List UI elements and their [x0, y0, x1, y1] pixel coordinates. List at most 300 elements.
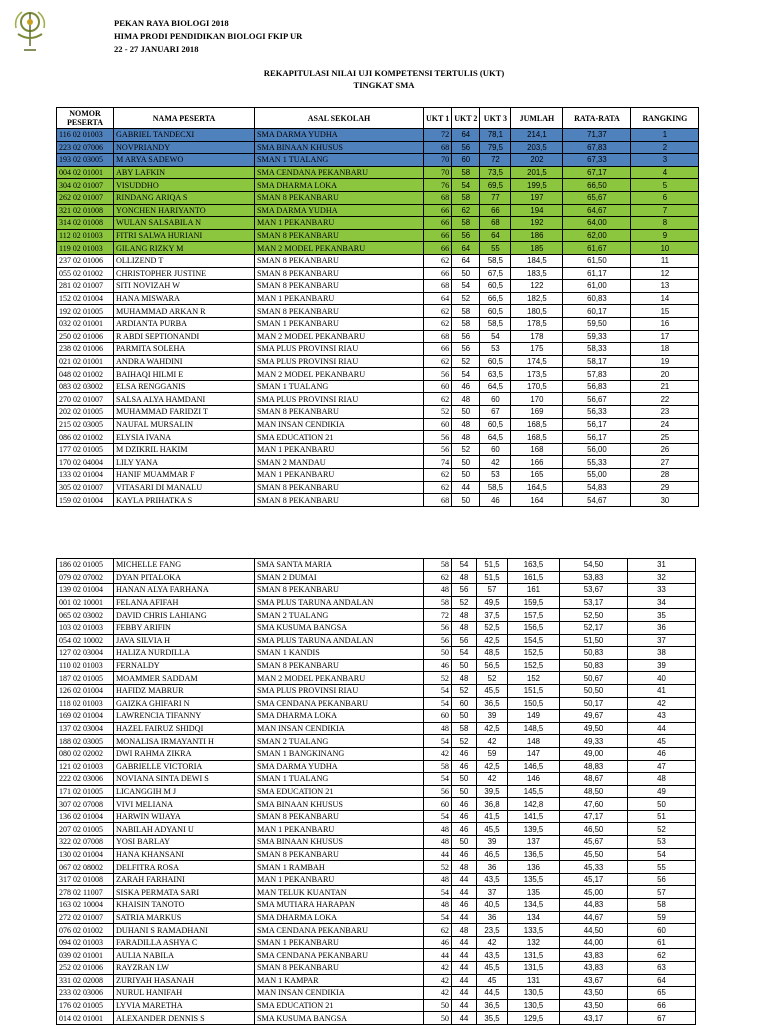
cell-ukt2: 44	[452, 936, 477, 949]
cell-ukt1: 54	[424, 911, 452, 924]
cell-asal-sekolah: SMAN 8 PEKANBARU	[255, 584, 424, 597]
cell-jumlah: 161	[508, 584, 560, 597]
cell-ukt2: 44	[452, 987, 477, 1000]
cell-rata-rata: 50,83	[560, 647, 628, 660]
cell-ukt1: 44	[424, 949, 452, 962]
header-line-1: PEKAN RAYA BIOLOGI 2018	[114, 18, 229, 28]
cell-rata-rata: 44,83	[560, 899, 628, 912]
cell-rata-rata: 58,33	[563, 343, 631, 356]
table-row	[57, 129, 699, 142]
table-row	[57, 368, 699, 381]
cell-nama-peserta: BAIHAQI HILMI E	[114, 368, 255, 381]
cell-rangking: 10	[631, 242, 699, 255]
cell-ukt3: 49,5	[477, 596, 508, 609]
cell-ukt3: 37,5	[477, 609, 508, 622]
table-row	[57, 936, 696, 949]
cell-jumlah: 146	[508, 773, 560, 786]
cell-jumlah: 147	[508, 747, 560, 760]
event-logo-icon	[10, 6, 50, 56]
cell-ukt1: 70	[424, 166, 452, 179]
cell-rangking: 18	[631, 343, 699, 356]
cell-ukt2: 60	[452, 154, 480, 167]
cell-nomor-peserta: 112 02 01003	[57, 229, 114, 242]
cell-asal-sekolah: SMA PLUS PROVINSI RIAU	[255, 343, 424, 356]
cell-ukt2: 44	[452, 962, 477, 975]
cell-ukt1: 68	[424, 330, 452, 343]
cell-ukt3: 69,5	[480, 179, 511, 192]
cell-ukt3: 36	[477, 911, 508, 924]
cell-nomor-peserta: 278 02 11007	[57, 886, 114, 899]
cell-jumlah: 197	[511, 191, 563, 204]
cell-rangking: 58	[628, 899, 696, 912]
cell-ukt3: 68	[480, 217, 511, 230]
cell-nomor-peserta: 014 02 01001	[57, 1012, 114, 1025]
cell-ukt3: 60,5	[480, 280, 511, 293]
cell-nama-peserta: NOVIANA SINTA DEWI S	[114, 773, 255, 786]
cell-ukt1: 62	[424, 393, 452, 406]
cell-nomor-peserta: 233 02 03006	[57, 987, 114, 1000]
cell-ukt3: 48,5	[477, 647, 508, 660]
cell-asal-sekolah: SMAN 8 PEKANBARU	[255, 267, 424, 280]
cell-ukt3: 60	[480, 393, 511, 406]
cell-nomor-peserta: 076 02 01002	[57, 924, 114, 937]
cell-rangking: 33	[628, 584, 696, 597]
cell-ukt1: 56	[424, 368, 452, 381]
cell-rata-rata: 43,17	[560, 1012, 628, 1025]
cell-ukt2: 52	[452, 443, 480, 456]
cell-ukt3: 36,8	[477, 798, 508, 811]
cell-rata-rata: 45,33	[560, 861, 628, 874]
cell-nama-peserta: HAFIDZ MABRUR	[114, 684, 255, 697]
cell-asal-sekolah: MAN 1 PEKANBARU	[255, 823, 424, 836]
cell-ukt2: 64	[452, 254, 480, 267]
cell-nama-peserta: VIVI MELIANA	[114, 798, 255, 811]
cell-asal-sekolah: SMAN 1 TUALANG	[255, 773, 424, 786]
cell-rangking: 15	[631, 305, 699, 318]
cell-ukt1: 68	[424, 141, 452, 154]
cell-nama-peserta: FITRI SALWA HURIANI	[114, 229, 255, 242]
table-row	[57, 962, 696, 975]
table-row	[57, 431, 699, 444]
cell-nomor-peserta: 094 02 01003	[57, 936, 114, 949]
cell-rangking: 17	[631, 330, 699, 343]
col-nomor-peserta: NOMOR PESERTA	[57, 108, 114, 129]
cell-ukt3: 73,5	[480, 166, 511, 179]
cell-rata-rata: 48,67	[560, 773, 628, 786]
cell-jumlah: 142,8	[508, 798, 560, 811]
cell-asal-sekolah: SMA CENDANA PEKANBARU	[255, 697, 424, 710]
cell-rangking: 22	[631, 393, 699, 406]
table-row	[57, 456, 699, 469]
cell-rangking: 26	[631, 443, 699, 456]
cell-asal-sekolah: SMAN 1 PEKANBARU	[255, 936, 424, 949]
cell-ukt1: 62	[424, 305, 452, 318]
cell-asal-sekolah: SMA PLUS TARUNA ANDALAN	[255, 634, 424, 647]
cell-ukt3: 39	[477, 710, 508, 723]
cell-nomor-peserta: 272 02 01007	[57, 911, 114, 924]
cell-nomor-peserta: 322 02 07008	[57, 836, 114, 849]
cell-jumlah: 130,5	[508, 999, 560, 1012]
cell-jumlah: 170,5	[511, 380, 563, 393]
cell-ukt3: 42,5	[477, 722, 508, 735]
cell-nomor-peserta: 331 02 02008	[57, 974, 114, 987]
cell-jumlah: 148	[508, 735, 560, 748]
cell-ukt3: 53	[480, 469, 511, 482]
cell-asal-sekolah: MAN TELUK KUANTAN	[255, 886, 424, 899]
cell-asal-sekolah: MAN 1 PEKANBARU	[255, 873, 424, 886]
cell-ukt1: 48	[424, 584, 452, 597]
cell-jumlah: 164	[511, 494, 563, 507]
cell-ukt2: 58	[452, 722, 477, 735]
cell-ukt2: 58	[452, 317, 480, 330]
table-row	[57, 974, 696, 987]
cell-rata-rata: 64,67	[563, 204, 631, 217]
cell-nama-peserta: HAZEL FAIRUZ SHIDQI	[114, 722, 255, 735]
cell-jumlah: 178,5	[511, 317, 563, 330]
cell-nomor-peserta: 055 02 01002	[57, 267, 114, 280]
cell-jumlah: 156,5	[508, 621, 560, 634]
cell-nomor-peserta: 139 02 01004	[57, 584, 114, 597]
cell-ukt3: 58,5	[480, 481, 511, 494]
cell-jumlah: 135,5	[508, 873, 560, 886]
cell-ukt3: 43,5	[477, 873, 508, 886]
table-row	[57, 987, 696, 1000]
cell-nomor-peserta: 317 02 01008	[57, 873, 114, 886]
cell-ukt3: 36,5	[477, 697, 508, 710]
cell-rata-rata: 44,50	[560, 924, 628, 937]
cell-rata-rata: 65,67	[563, 191, 631, 204]
cell-ukt3: 59	[477, 747, 508, 760]
table-row	[57, 443, 699, 456]
cell-ukt2: 50	[452, 773, 477, 786]
cell-ukt3: 58,5	[480, 254, 511, 267]
cell-ukt2: 52	[452, 596, 477, 609]
cell-nomor-peserta: 202 02 01005	[57, 406, 114, 419]
cell-rata-rata: 49,50	[560, 722, 628, 735]
cell-ukt2: 44	[452, 481, 480, 494]
cell-nomor-peserta: 080 02 02002	[57, 747, 114, 760]
cell-rangking: 51	[628, 810, 696, 823]
cell-ukt2: 56	[452, 634, 477, 647]
cell-rangking: 19	[631, 355, 699, 368]
cell-ukt1: 50	[424, 1012, 452, 1025]
cell-asal-sekolah: SMAN 8 PEKANBARU	[255, 191, 424, 204]
cell-asal-sekolah: SMA DARMA YUDHA	[255, 760, 424, 773]
cell-rangking: 31	[628, 559, 696, 572]
cell-nama-peserta: HANA MISWARA	[114, 292, 255, 305]
cell-ukt3: 45,5	[477, 684, 508, 697]
cell-rata-rata: 54,83	[563, 481, 631, 494]
table-row	[57, 469, 699, 482]
table-row	[57, 280, 699, 293]
cell-nama-peserta: DUHANI S RAMADHANI	[114, 924, 255, 937]
cell-rangking: 12	[631, 267, 699, 280]
cell-rata-rata: 44,67	[560, 911, 628, 924]
table-row	[57, 355, 699, 368]
table-row	[57, 166, 699, 179]
cell-ukt3: 55	[480, 242, 511, 255]
table-row	[57, 217, 699, 230]
cell-nama-peserta: JAVA SILVIA H	[114, 634, 255, 647]
cell-asal-sekolah: MAN 1 PEKANBARU	[255, 443, 424, 456]
cell-rata-rata: 60,17	[563, 305, 631, 318]
cell-rangking: 55	[628, 861, 696, 874]
cell-jumlah: 137	[508, 836, 560, 849]
table-row	[57, 393, 699, 406]
cell-rangking: 1	[631, 129, 699, 142]
cell-ukt1: 54	[424, 773, 452, 786]
cell-asal-sekolah: SMAN 8 PEKANBARU	[255, 481, 424, 494]
cell-ukt3: 66	[480, 204, 511, 217]
table-row	[57, 406, 699, 419]
cell-ukt3: 77	[480, 191, 511, 204]
cell-ukt1: 72	[424, 609, 452, 622]
cell-nama-peserta: YONCHEN HARIYANTO	[114, 204, 255, 217]
cell-asal-sekolah: SMAN 2 DUMAI	[255, 571, 424, 584]
cell-ukt2: 46	[452, 747, 477, 760]
cell-rata-rata: 43,67	[560, 974, 628, 987]
cell-ukt3: 60	[480, 443, 511, 456]
cell-ukt2: 50	[452, 710, 477, 723]
cell-ukt3: 46,5	[477, 848, 508, 861]
cell-nama-peserta: DWI RAHMA ZIKRA	[114, 747, 255, 760]
cell-ukt3: 66,5	[480, 292, 511, 305]
cell-ukt2: 54	[452, 179, 480, 192]
cell-rata-rata: 52,17	[560, 621, 628, 634]
cell-jumlah: 168,5	[511, 431, 563, 444]
table-row	[57, 798, 696, 811]
cell-rata-rata: 61,67	[563, 242, 631, 255]
cell-ukt1: 56	[424, 443, 452, 456]
cell-rangking: 53	[628, 836, 696, 849]
cell-rangking: 60	[628, 924, 696, 937]
cell-ukt3: 52,5	[477, 621, 508, 634]
cell-jumlah: 136	[508, 861, 560, 874]
cell-rangking: 36	[628, 621, 696, 634]
cell-nama-peserta: ARDIANTA PURBA	[114, 317, 255, 330]
cell-nomor-peserta: 314 02 01008	[57, 217, 114, 230]
cell-ukt2: 44	[452, 873, 477, 886]
cell-rata-rata: 60,83	[563, 292, 631, 305]
cell-rangking: 23	[631, 406, 699, 419]
cell-asal-sekolah: MAN 2 MODEL PEKANBARU	[255, 368, 424, 381]
document-subtitle: TINGKAT SMA	[353, 80, 415, 90]
cell-jumlah: 182,5	[511, 292, 563, 305]
table-row	[57, 343, 699, 356]
cell-rangking: 50	[628, 798, 696, 811]
cell-jumlah: 165	[511, 469, 563, 482]
cell-nama-peserta: SITI NOVIZAH W	[114, 280, 255, 293]
cell-jumlah: 157,5	[508, 609, 560, 622]
cell-nama-peserta: FARADILLA ASHYA C	[114, 936, 255, 949]
cell-asal-sekolah: SMAN 8 PEKANBARU	[255, 254, 424, 267]
cell-asal-sekolah: SMA EDUCATION 21	[255, 999, 424, 1012]
cell-ukt2: 46	[452, 899, 477, 912]
cell-rata-rata: 48,83	[560, 760, 628, 773]
header-line-2: HIMA PRODI PENDIDIKAN BIOLOGI FKIP UR	[114, 30, 303, 41]
cell-ukt1: 66	[424, 267, 452, 280]
cell-rata-rata: 67,33	[563, 154, 631, 167]
cell-nomor-peserta: 136 02 01004	[57, 810, 114, 823]
cell-nama-peserta: LICANGGIH M J	[114, 785, 255, 798]
cell-asal-sekolah: SMA DHARMA LOKA	[255, 911, 424, 924]
cell-nama-peserta: MOAMMER SADDAM	[114, 672, 255, 685]
cell-jumlah: 129,5	[508, 1012, 560, 1025]
cell-rangking: 43	[628, 710, 696, 723]
cell-asal-sekolah: SMAN 2 TUALANG	[255, 735, 424, 748]
cell-rata-rata: 43,50	[560, 999, 628, 1012]
cell-rangking: 13	[631, 280, 699, 293]
cell-rangking: 29	[631, 481, 699, 494]
cell-nomor-peserta: 193 02 03005	[57, 154, 114, 167]
table-row	[57, 924, 696, 937]
table-row	[57, 204, 699, 217]
cell-ukt2: 48	[452, 924, 477, 937]
table-row	[57, 267, 699, 280]
cell-ukt3: 60,5	[480, 355, 511, 368]
cell-ukt2: 50	[452, 267, 480, 280]
cell-ukt3: 42	[477, 735, 508, 748]
cell-ukt1: 56	[424, 621, 452, 634]
cell-rata-rata: 67,17	[563, 166, 631, 179]
cell-ukt2: 46	[452, 760, 477, 773]
cell-nama-peserta: MUHAMMAD ARKAN R	[114, 305, 255, 318]
table-row	[57, 1012, 696, 1025]
cell-nomor-peserta: 163 02 10004	[57, 899, 114, 912]
cell-nama-peserta: SISKA PERMATA SARI	[114, 886, 255, 899]
cell-rata-rata: 43,83	[560, 949, 628, 962]
cell-ukt2: 44	[452, 911, 477, 924]
cell-nama-peserta: ABY LAFKIN	[114, 166, 255, 179]
cell-ukt1: 64	[424, 292, 452, 305]
cell-jumlah: 141,5	[508, 810, 560, 823]
cell-rangking: 4	[631, 166, 699, 179]
cell-rata-rata: 64,00	[563, 217, 631, 230]
cell-jumlah: 186	[511, 229, 563, 242]
cell-nama-peserta: HALIZA NURDILLA	[114, 647, 255, 660]
cell-nama-peserta: PARMITA SOLEHA	[114, 343, 255, 356]
cell-asal-sekolah: SMAN 1 BANGKINANG	[255, 747, 424, 760]
table-row	[57, 747, 696, 760]
cell-asal-sekolah: MAN 1 PEKANBARU	[255, 217, 424, 230]
cell-ukt1: 66	[424, 343, 452, 356]
cell-nama-peserta: HANIF MUAMMAR F	[114, 469, 255, 482]
cell-ukt1: 46	[424, 936, 452, 949]
cell-nama-peserta: R ABDI SEPTIONANDI	[114, 330, 255, 343]
cell-ukt2: 50	[452, 494, 480, 507]
cell-asal-sekolah: MAN 2 MODEL PEKANBARU	[255, 330, 424, 343]
col-nama-peserta: NAMA PESERTA	[114, 108, 255, 129]
cell-rangking: 63	[628, 962, 696, 975]
cell-asal-sekolah: SMAN 8 PEKANBARU	[255, 305, 424, 318]
cell-ukt1: 56	[424, 785, 452, 798]
cell-rata-rata: 67,83	[563, 141, 631, 154]
results-table-2	[56, 558, 696, 1025]
cell-ukt1: 44	[424, 848, 452, 861]
cell-jumlah: 184,5	[511, 254, 563, 267]
cell-nomor-peserta: 054 02 10002	[57, 634, 114, 647]
cell-jumlah: 180,5	[511, 305, 563, 318]
cell-ukt2: 60	[452, 697, 477, 710]
cell-rangking: 16	[631, 317, 699, 330]
cell-nomor-peserta: 083 02 03002	[57, 380, 114, 393]
cell-nomor-peserta: 121 02 01003	[57, 760, 114, 773]
cell-ukt1: 52	[424, 672, 452, 685]
cell-ukt2: 50	[452, 836, 477, 849]
table-row	[57, 999, 696, 1012]
cell-asal-sekolah: MAN 1 PEKANBARU	[255, 292, 424, 305]
cell-rata-rata: 56,00	[563, 443, 631, 456]
cell-nomor-peserta: 304 02 01007	[57, 179, 114, 192]
cell-nomor-peserta: 222 02 03006	[57, 773, 114, 786]
cell-nama-peserta: ALEXANDER DENNIS S	[114, 1012, 255, 1025]
cell-rangking: 42	[628, 697, 696, 710]
table-row	[57, 810, 696, 823]
cell-nama-peserta: VISUDDHO	[114, 179, 255, 192]
cell-ukt3: 35,5	[477, 1012, 508, 1025]
cell-ukt3: 78,1	[480, 129, 511, 142]
document-title: REKAPITULASI NILAI UJI KOMPETENSI TERTULIS (UKT)	[263, 68, 505, 78]
table-row	[57, 848, 696, 861]
cell-ukt3: 53	[480, 343, 511, 356]
table-row	[57, 141, 699, 154]
cell-jumlah: 201,5	[511, 166, 563, 179]
cell-ukt3: 58,5	[480, 317, 511, 330]
table-row	[57, 722, 696, 735]
cell-nomor-peserta: 152 02 01004	[57, 292, 114, 305]
table-row	[57, 154, 699, 167]
cell-asal-sekolah: SMAN 8 PEKANBARU	[255, 848, 424, 861]
cell-ukt2: 54	[452, 368, 480, 381]
cell-ukt3: 45,5	[477, 823, 508, 836]
cell-nama-peserta: VITASARI DI MANALU	[114, 481, 255, 494]
cell-ukt1: 58	[424, 559, 452, 572]
cell-nomor-peserta: 118 02 01003	[57, 697, 114, 710]
cell-jumlah: 152	[508, 672, 560, 685]
cell-rangking: 59	[628, 911, 696, 924]
table-row	[57, 191, 699, 204]
cell-ukt1: 42	[424, 987, 452, 1000]
cell-ukt2: 58	[452, 191, 480, 204]
cell-ukt2: 44	[452, 1012, 477, 1025]
cell-nama-peserta: ZURIYAH HASANAH	[114, 974, 255, 987]
cell-nama-peserta: M DZIKRIL HAKIM	[114, 443, 255, 456]
cell-ukt3: 72	[480, 154, 511, 167]
cell-ukt3: 64,5	[480, 380, 511, 393]
cell-nama-peserta: SALSA ALYA HAMDANI	[114, 393, 255, 406]
cell-nomor-peserta: 126 02 01004	[57, 684, 114, 697]
cell-ukt3: 67	[480, 406, 511, 419]
cell-rata-rata: 58,17	[563, 355, 631, 368]
cell-nomor-peserta: 086 02 01002	[57, 431, 114, 444]
cell-ukt3: 41,5	[477, 810, 508, 823]
cell-ukt2: 46	[452, 848, 477, 861]
cell-asal-sekolah: MAN INSAN CENDIKIA	[255, 722, 424, 735]
cell-ukt3: 43,5	[477, 949, 508, 962]
cell-rata-rata: 49,67	[560, 710, 628, 723]
cell-ukt2: 48	[452, 621, 477, 634]
cell-jumlah: 185	[511, 242, 563, 255]
cell-rangking: 25	[631, 431, 699, 444]
cell-asal-sekolah: SMA DHARMA LOKA	[255, 179, 424, 192]
cell-jumlah: 168	[511, 443, 563, 456]
cell-ukt3: 63,5	[480, 368, 511, 381]
cell-jumlah: 152,5	[508, 659, 560, 672]
cell-ukt2: 64	[452, 242, 480, 255]
cell-ukt1: 62	[424, 924, 452, 937]
cell-jumlah: 175	[511, 343, 563, 356]
cell-ukt1: 70	[424, 154, 452, 167]
